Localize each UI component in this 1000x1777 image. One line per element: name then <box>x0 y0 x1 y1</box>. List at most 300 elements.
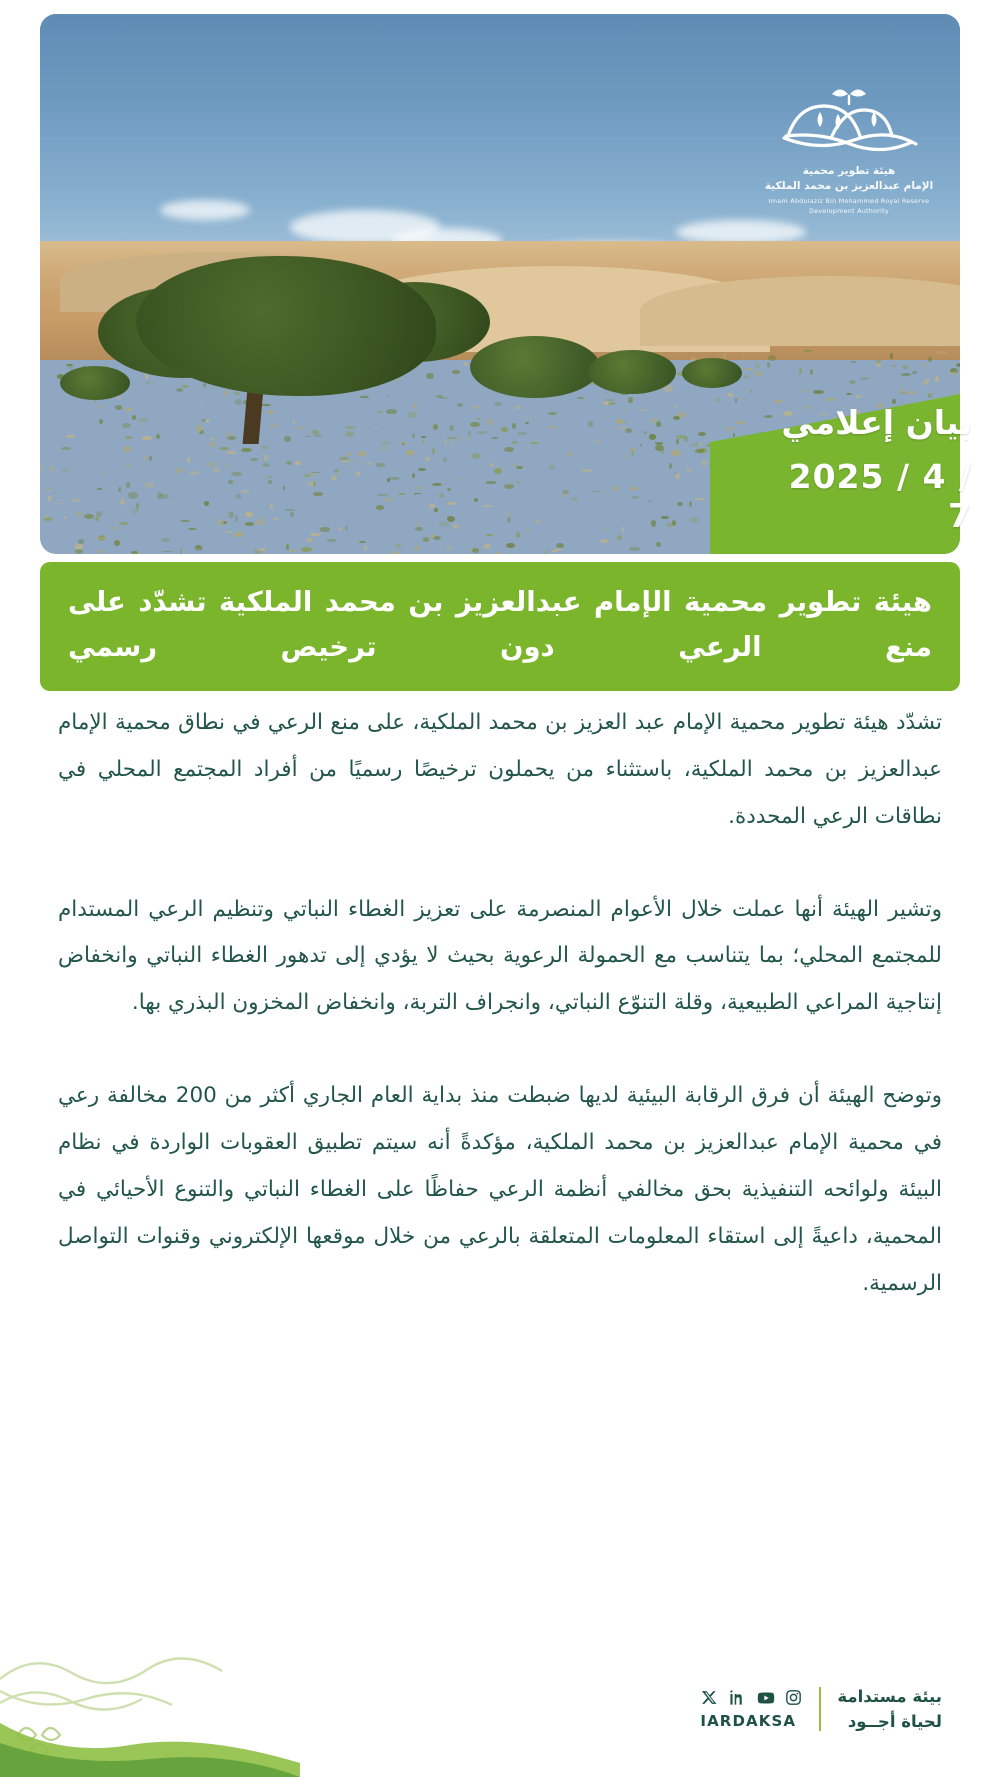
vegetation-speck <box>617 535 622 539</box>
vegetation-speck <box>132 415 137 420</box>
vegetation-speck <box>415 487 425 489</box>
linkedin-glyph <box>729 1689 746 1706</box>
vegetation-speck <box>48 496 51 501</box>
vegetation-speck <box>56 503 63 505</box>
authority-logo <box>754 78 944 216</box>
vegetation-speck <box>512 441 517 445</box>
vegetation-speck <box>225 531 232 533</box>
vegetation-speck <box>310 473 315 477</box>
vegetation-speck <box>295 426 304 429</box>
vegetation-speck <box>210 437 215 441</box>
vegetation-speck <box>235 399 241 405</box>
vegetation-speck <box>623 409 626 411</box>
vegetation-speck <box>421 436 427 438</box>
vegetation-speck <box>433 424 438 430</box>
vegetation-speck <box>666 523 674 527</box>
vegetation-speck <box>726 427 734 431</box>
vegetation-speck <box>96 511 102 517</box>
vegetation-speck <box>122 423 131 428</box>
vegetation-speck <box>417 522 422 526</box>
vegetation-speck <box>305 436 311 438</box>
vegetation-speck <box>675 474 681 480</box>
vegetation-speck <box>159 494 168 499</box>
vegetation-speck <box>472 548 479 554</box>
vegetation-speck <box>373 428 378 430</box>
vegetation-speck <box>240 490 251 493</box>
vegetation-speck <box>149 456 152 461</box>
vegetation-speck <box>754 371 763 376</box>
vegetation-speck <box>535 520 540 522</box>
vegetation-speck <box>826 398 836 401</box>
vegetation-speck <box>119 522 128 525</box>
press-badge <box>762 402 972 535</box>
vegetation-speck <box>447 516 455 522</box>
vegetation-speck <box>949 372 955 374</box>
youtube-glyph <box>757 1689 775 1707</box>
vegetation-speck <box>572 497 578 500</box>
footer-brand-strip <box>700 1684 942 1735</box>
vegetation-speck <box>810 369 813 375</box>
vegetation-speck <box>71 499 80 502</box>
vegetation-speck <box>418 468 427 472</box>
vegetation-speck <box>644 431 647 434</box>
vegetation-speck <box>516 532 521 538</box>
vegetation-speck <box>236 494 241 498</box>
vegetation-speck <box>360 396 368 399</box>
vegetation-speck <box>461 438 464 441</box>
vegetation-speck <box>548 426 557 428</box>
linkedin-icon[interactable] <box>728 1688 747 1707</box>
vegetation-speck <box>227 436 236 440</box>
vegetation-speck <box>258 517 263 519</box>
vegetation-speck <box>494 402 502 406</box>
vegetation-speck <box>64 516 66 519</box>
vegetation-speck <box>146 382 150 384</box>
vegetation-speck <box>228 480 233 483</box>
vegetation-speck <box>750 390 752 392</box>
footer-slogan-line-1: بيئة مستدامة <box>837 1686 942 1706</box>
youtube-icon[interactable] <box>756 1688 775 1707</box>
vegetation-speck <box>935 376 940 382</box>
vegetation-speck <box>674 406 677 409</box>
desert-shrub <box>682 358 742 388</box>
vegetation-speck <box>485 419 495 425</box>
vegetation-speck <box>851 361 856 363</box>
vegetation-speck <box>197 425 202 431</box>
vegetation-speck <box>203 383 206 387</box>
press-badge-date: 2025 / 4 / 7 <box>788 457 972 536</box>
vegetation-speck <box>956 363 960 367</box>
vegetation-speck <box>345 526 348 530</box>
paragraph-3: وتوضح الهيئة أن فرق الرقابة البيئية لديها ضبطت منذ بداية العام الجاري أكثر من 200 مخالفة رعي في محمية الإمام عبدالعزيز بن محمد الملكية، مؤكدةً أنه سيتم تطبيق العقوبات الواردة في نظام البيئة ولوائحه التنفيذية بحق مخالفي أنظمة الرعي حفاظًا على الغطاء النباتي والتنوع الأحيائي في المحمية، داعيةً إلى استقاء المعلومات المتعلقة بالرعي من خلال موقعها الإلكتروني وقنوات التواصل الرسمية. <box>58 1083 942 1296</box>
vegetation-speck <box>345 426 356 429</box>
vegetation-speck <box>482 505 492 507</box>
vegetation-speck <box>206 419 209 423</box>
vegetation-speck <box>339 457 349 459</box>
vegetation-speck <box>673 416 680 420</box>
vegetation-speck <box>392 551 398 554</box>
vegetation-speck <box>463 362 468 366</box>
vegetation-speck <box>434 508 438 511</box>
vegetation-speck <box>126 465 131 467</box>
vegetation-speck <box>408 412 418 418</box>
vegetation-speck <box>755 363 759 368</box>
press-badge-label: بيان إعلامي <box>781 403 972 442</box>
vegetation-speck <box>514 406 521 409</box>
vegetation-speck <box>928 357 933 362</box>
vegetation-speck <box>588 421 593 426</box>
vegetation-speck <box>727 393 734 396</box>
vegetation-speck <box>467 436 471 442</box>
vegetation-speck <box>902 365 908 370</box>
vegetation-speck <box>128 492 138 498</box>
vegetation-speck <box>310 533 319 536</box>
vegetation-speck <box>444 440 447 445</box>
vegetation-speck <box>426 373 434 379</box>
vegetation-speck <box>430 534 435 538</box>
vegetation-speck <box>651 418 658 422</box>
vegetation-speck <box>855 395 863 398</box>
vegetation-speck <box>901 373 911 377</box>
vegetation-speck <box>622 527 624 532</box>
vegetation-speck <box>735 398 737 404</box>
vegetation-speck <box>62 469 69 471</box>
vegetation-speck <box>472 405 477 411</box>
vegetation-speck <box>245 522 254 526</box>
vegetation-speck <box>452 370 461 374</box>
vegetation-speck <box>142 436 152 440</box>
vegetation-speck <box>492 437 499 439</box>
vegetation-speck <box>313 492 322 496</box>
vegetation-speck <box>605 392 609 394</box>
vegetation-speck <box>600 539 609 544</box>
vegetation-speck <box>457 479 463 481</box>
vegetation-speck <box>412 433 415 438</box>
vegetation-speck <box>187 457 191 463</box>
vegetation-speck <box>206 462 216 467</box>
vegetation-speck <box>204 501 208 507</box>
vegetation-speck <box>689 501 692 507</box>
vegetation-speck <box>613 486 618 490</box>
vegetation-speck <box>623 421 628 423</box>
instagram-icon[interactable] <box>784 1688 803 1707</box>
vegetation-speck <box>45 487 53 491</box>
vegetation-speck <box>577 397 584 399</box>
vegetation-speck <box>953 392 956 394</box>
vegetation-speck <box>930 393 934 398</box>
vegetation-speck <box>415 527 423 531</box>
cloud <box>160 200 250 220</box>
vegetation-speck <box>468 431 471 436</box>
vegetation-speck <box>99 419 103 424</box>
vegetation-speck <box>68 366 73 369</box>
vegetation-speck <box>98 405 104 409</box>
vegetation-speck <box>234 532 243 538</box>
vegetation-speck <box>270 503 273 509</box>
vegetation-speck <box>425 457 430 461</box>
footer-slogan-line-2: لحياة أجــود <box>847 1712 942 1732</box>
vegetation-speck <box>470 422 480 427</box>
vegetation-speck <box>899 392 907 394</box>
vegetation-speck <box>285 509 296 511</box>
vegetation-speck <box>450 439 452 444</box>
logo-english-line-2: Development Authority <box>809 206 889 215</box>
vegetation-speck <box>447 488 451 491</box>
vegetation-speck <box>200 404 203 406</box>
vegetation-speck <box>501 427 509 432</box>
footer-slogan <box>837 1684 942 1735</box>
vegetation-speck <box>223 465 229 467</box>
x-twitter-icon[interactable] <box>700 1688 719 1707</box>
vegetation-speck <box>304 474 310 477</box>
vegetation-speck <box>224 390 228 396</box>
desert-shrub <box>470 336 600 398</box>
vegetation-speck <box>41 465 44 469</box>
instagram-glyph <box>785 1689 802 1706</box>
vegetation-speck <box>483 544 490 549</box>
vegetation-speck <box>649 434 656 439</box>
vegetation-speck <box>767 362 770 368</box>
vegetation-speck <box>676 439 679 445</box>
logo-english-line-1: Imam Abdulaziz Bin Mohammed Royal Reserve <box>768 197 930 206</box>
vegetation-speck <box>530 442 539 444</box>
vegetation-speck <box>695 498 705 500</box>
vegetation-speck <box>327 539 336 541</box>
vegetation-speck <box>96 550 105 552</box>
vegetation-speck <box>591 491 601 493</box>
vegetation-speck <box>66 364 74 366</box>
vegetation-speck <box>486 481 496 483</box>
vegetation-speck <box>115 405 121 410</box>
vegetation-speck <box>701 460 708 466</box>
vegetation-speck <box>341 460 351 463</box>
vegetation-speck <box>114 540 120 546</box>
vegetation-speck <box>629 487 638 490</box>
vegetation-speck <box>156 434 160 439</box>
footer-wave-ornament <box>0 1627 300 1777</box>
vegetation-speck <box>849 380 856 384</box>
vegetation-speck <box>78 539 84 544</box>
vegetation-speck <box>377 494 387 496</box>
vegetation-speck <box>639 409 648 411</box>
vegetation-speck <box>506 543 515 549</box>
vegetation-speck <box>208 442 217 446</box>
vegetation-speck <box>429 504 435 508</box>
body-copy <box>58 700 942 1307</box>
social-block <box>700 1688 803 1730</box>
vegetation-speck <box>733 433 735 438</box>
vegetation-speck <box>813 390 824 394</box>
vegetation-speck <box>52 492 56 494</box>
vegetation-speck <box>118 487 122 492</box>
vegetation-speck <box>138 418 148 423</box>
vegetation-speck <box>331 476 338 480</box>
vegetation-speck <box>213 468 220 473</box>
vegetation-speck <box>267 411 275 414</box>
vegetation-speck <box>423 537 429 542</box>
vegetation-speck <box>313 481 316 487</box>
vegetation-speck <box>517 432 526 434</box>
vegetation-speck <box>347 453 352 456</box>
vegetation-speck <box>382 445 386 451</box>
vegetation-speck <box>97 488 102 490</box>
vegetation-speck <box>405 450 414 456</box>
vegetation-speck <box>132 508 138 514</box>
vegetation-speck <box>306 538 314 543</box>
vegetation-speck <box>398 493 406 495</box>
vegetation-speck <box>301 547 312 552</box>
vegetation-speck <box>608 402 616 405</box>
vegetation-speck <box>345 431 353 437</box>
vegetation-speck <box>284 436 291 442</box>
vegetation-speck <box>744 368 754 370</box>
vegetation-speck <box>365 462 373 464</box>
vegetation-speck <box>356 471 361 476</box>
vegetation-speck <box>744 375 749 379</box>
vegetation-speck <box>234 392 240 395</box>
vegetation-speck <box>258 548 267 551</box>
vegetation-speck <box>188 528 197 530</box>
vegetation-speck <box>552 550 557 552</box>
vegetation-speck <box>582 469 592 471</box>
vegetation-speck <box>802 388 805 393</box>
vegetation-speck <box>381 441 390 443</box>
vegetation-speck <box>175 468 184 473</box>
vegetation-speck <box>625 454 628 459</box>
vegetation-speck <box>446 545 452 549</box>
vegetation-speck <box>631 450 634 456</box>
vegetation-speck <box>629 547 640 551</box>
vegetation-speck <box>556 548 562 550</box>
vegetation-speck <box>414 403 417 409</box>
vegetation-speck <box>495 552 501 554</box>
vegetation-speck <box>516 466 523 469</box>
social-links <box>700 1688 803 1707</box>
vegetation-speck <box>386 409 397 414</box>
vegetation-speck <box>286 461 291 465</box>
vegetation-speck <box>737 398 743 400</box>
vegetation-speck <box>414 546 420 551</box>
desert-shrub <box>60 366 130 400</box>
vegetation-speck <box>602 529 609 531</box>
vegetation-speck <box>671 450 681 456</box>
vegetation-speck <box>339 527 342 531</box>
vegetation-speck <box>846 393 852 395</box>
vegetation-speck <box>75 549 83 554</box>
vegetation-speck <box>449 425 454 431</box>
vegetation-speck <box>661 516 668 519</box>
vegetation-speck <box>937 351 947 354</box>
vegetation-speck <box>677 502 684 507</box>
vegetation-speck <box>628 397 633 403</box>
vegetation-speck <box>651 520 656 526</box>
vegetation-speck <box>76 511 82 517</box>
vegetation-speck <box>594 440 600 443</box>
vegetation-speck <box>180 520 190 522</box>
vegetation-speck <box>432 448 435 454</box>
vegetation-speck <box>400 442 408 444</box>
vegetation-speck <box>101 472 103 476</box>
vegetation-speck <box>395 379 400 381</box>
vegetation-speck <box>669 463 671 469</box>
vegetation-speck <box>695 449 705 453</box>
vegetation-speck <box>386 395 389 397</box>
vegetation-speck <box>860 377 869 380</box>
vegetation-speck <box>131 551 138 554</box>
vegetation-speck <box>507 512 509 517</box>
vegetation-speck <box>803 350 812 353</box>
social-handle: IARDAKSA <box>700 1712 797 1731</box>
vegetation-speck <box>548 412 557 415</box>
vegetation-speck <box>268 480 272 485</box>
vegetation-speck <box>225 514 231 516</box>
vegetation-speck <box>690 517 699 523</box>
vegetation-speck <box>768 355 776 361</box>
vegetation-speck <box>264 454 268 460</box>
vegetation-speck <box>125 408 133 411</box>
paragraph-2: وتشير الهيئة أنها عملت خلال الأعوام المنصرمة على تعزيز الغطاء النباتي وتنظيم الرعي المستدام للمجتمع المحلي؛ بما يتناسب مع الحمولة الرعوية بحيث لا يؤدي إلى تدهور الغطاء النباتي وانخفاض إنتاجية المراعي الطبيعية، وقلة التنوّع النباتي، وانجراف التربة، وانخفاض المخزون البذري بها. <box>58 896 942 1016</box>
vegetation-speck <box>507 517 512 523</box>
vegetation-speck <box>389 477 400 480</box>
vegetation-speck <box>912 371 916 373</box>
footer-divider <box>819 1687 821 1731</box>
vegetation-speck <box>685 467 693 473</box>
vegetation-speck <box>120 499 125 505</box>
vegetation-speck <box>162 551 173 553</box>
vegetation-speck <box>723 353 726 359</box>
vegetation-speck <box>288 550 297 552</box>
vegetation-speck <box>715 398 719 402</box>
vegetation-speck <box>486 534 492 537</box>
vegetation-speck <box>699 442 702 445</box>
vegetation-speck <box>241 448 252 452</box>
vegetation-speck <box>457 403 463 407</box>
vegetation-speck <box>227 451 237 454</box>
vegetation-speck <box>516 481 521 484</box>
vegetation-speck <box>891 365 896 367</box>
vegetation-speck <box>655 442 663 445</box>
vegetation-speck <box>45 515 49 518</box>
vegetation-speck <box>799 368 803 374</box>
vegetation-speck <box>359 541 366 543</box>
vegetation-speck <box>920 363 925 367</box>
vegetation-speck <box>262 463 270 467</box>
vegetation-speck <box>422 440 425 443</box>
x-twitter-glyph <box>701 1689 718 1706</box>
vegetation-speck <box>220 447 229 451</box>
vegetation-speck <box>524 417 533 419</box>
vegetation-speck <box>124 446 130 452</box>
vegetation-speck <box>698 432 705 436</box>
vegetation-speck <box>144 456 146 459</box>
vegetation-speck <box>647 500 652 502</box>
vegetation-speck <box>364 545 367 550</box>
vegetation-speck <box>567 451 571 457</box>
vegetation-speck <box>61 447 71 450</box>
vegetation-speck <box>387 478 389 482</box>
logo-arabic-line-2: الإمام عبدالعزيز بن محمد الملكية <box>764 180 934 193</box>
vegetation-speck <box>631 496 639 499</box>
vegetation-speck <box>545 550 548 554</box>
vegetation-speck <box>432 483 442 486</box>
vegetation-speck <box>44 517 52 521</box>
vegetation-speck <box>959 384 960 386</box>
vegetation-speck <box>925 379 930 381</box>
vegetation-speck <box>250 458 258 461</box>
vegetation-speck <box>890 353 893 359</box>
vegetation-speck <box>472 453 481 459</box>
vegetation-speck <box>676 435 686 439</box>
